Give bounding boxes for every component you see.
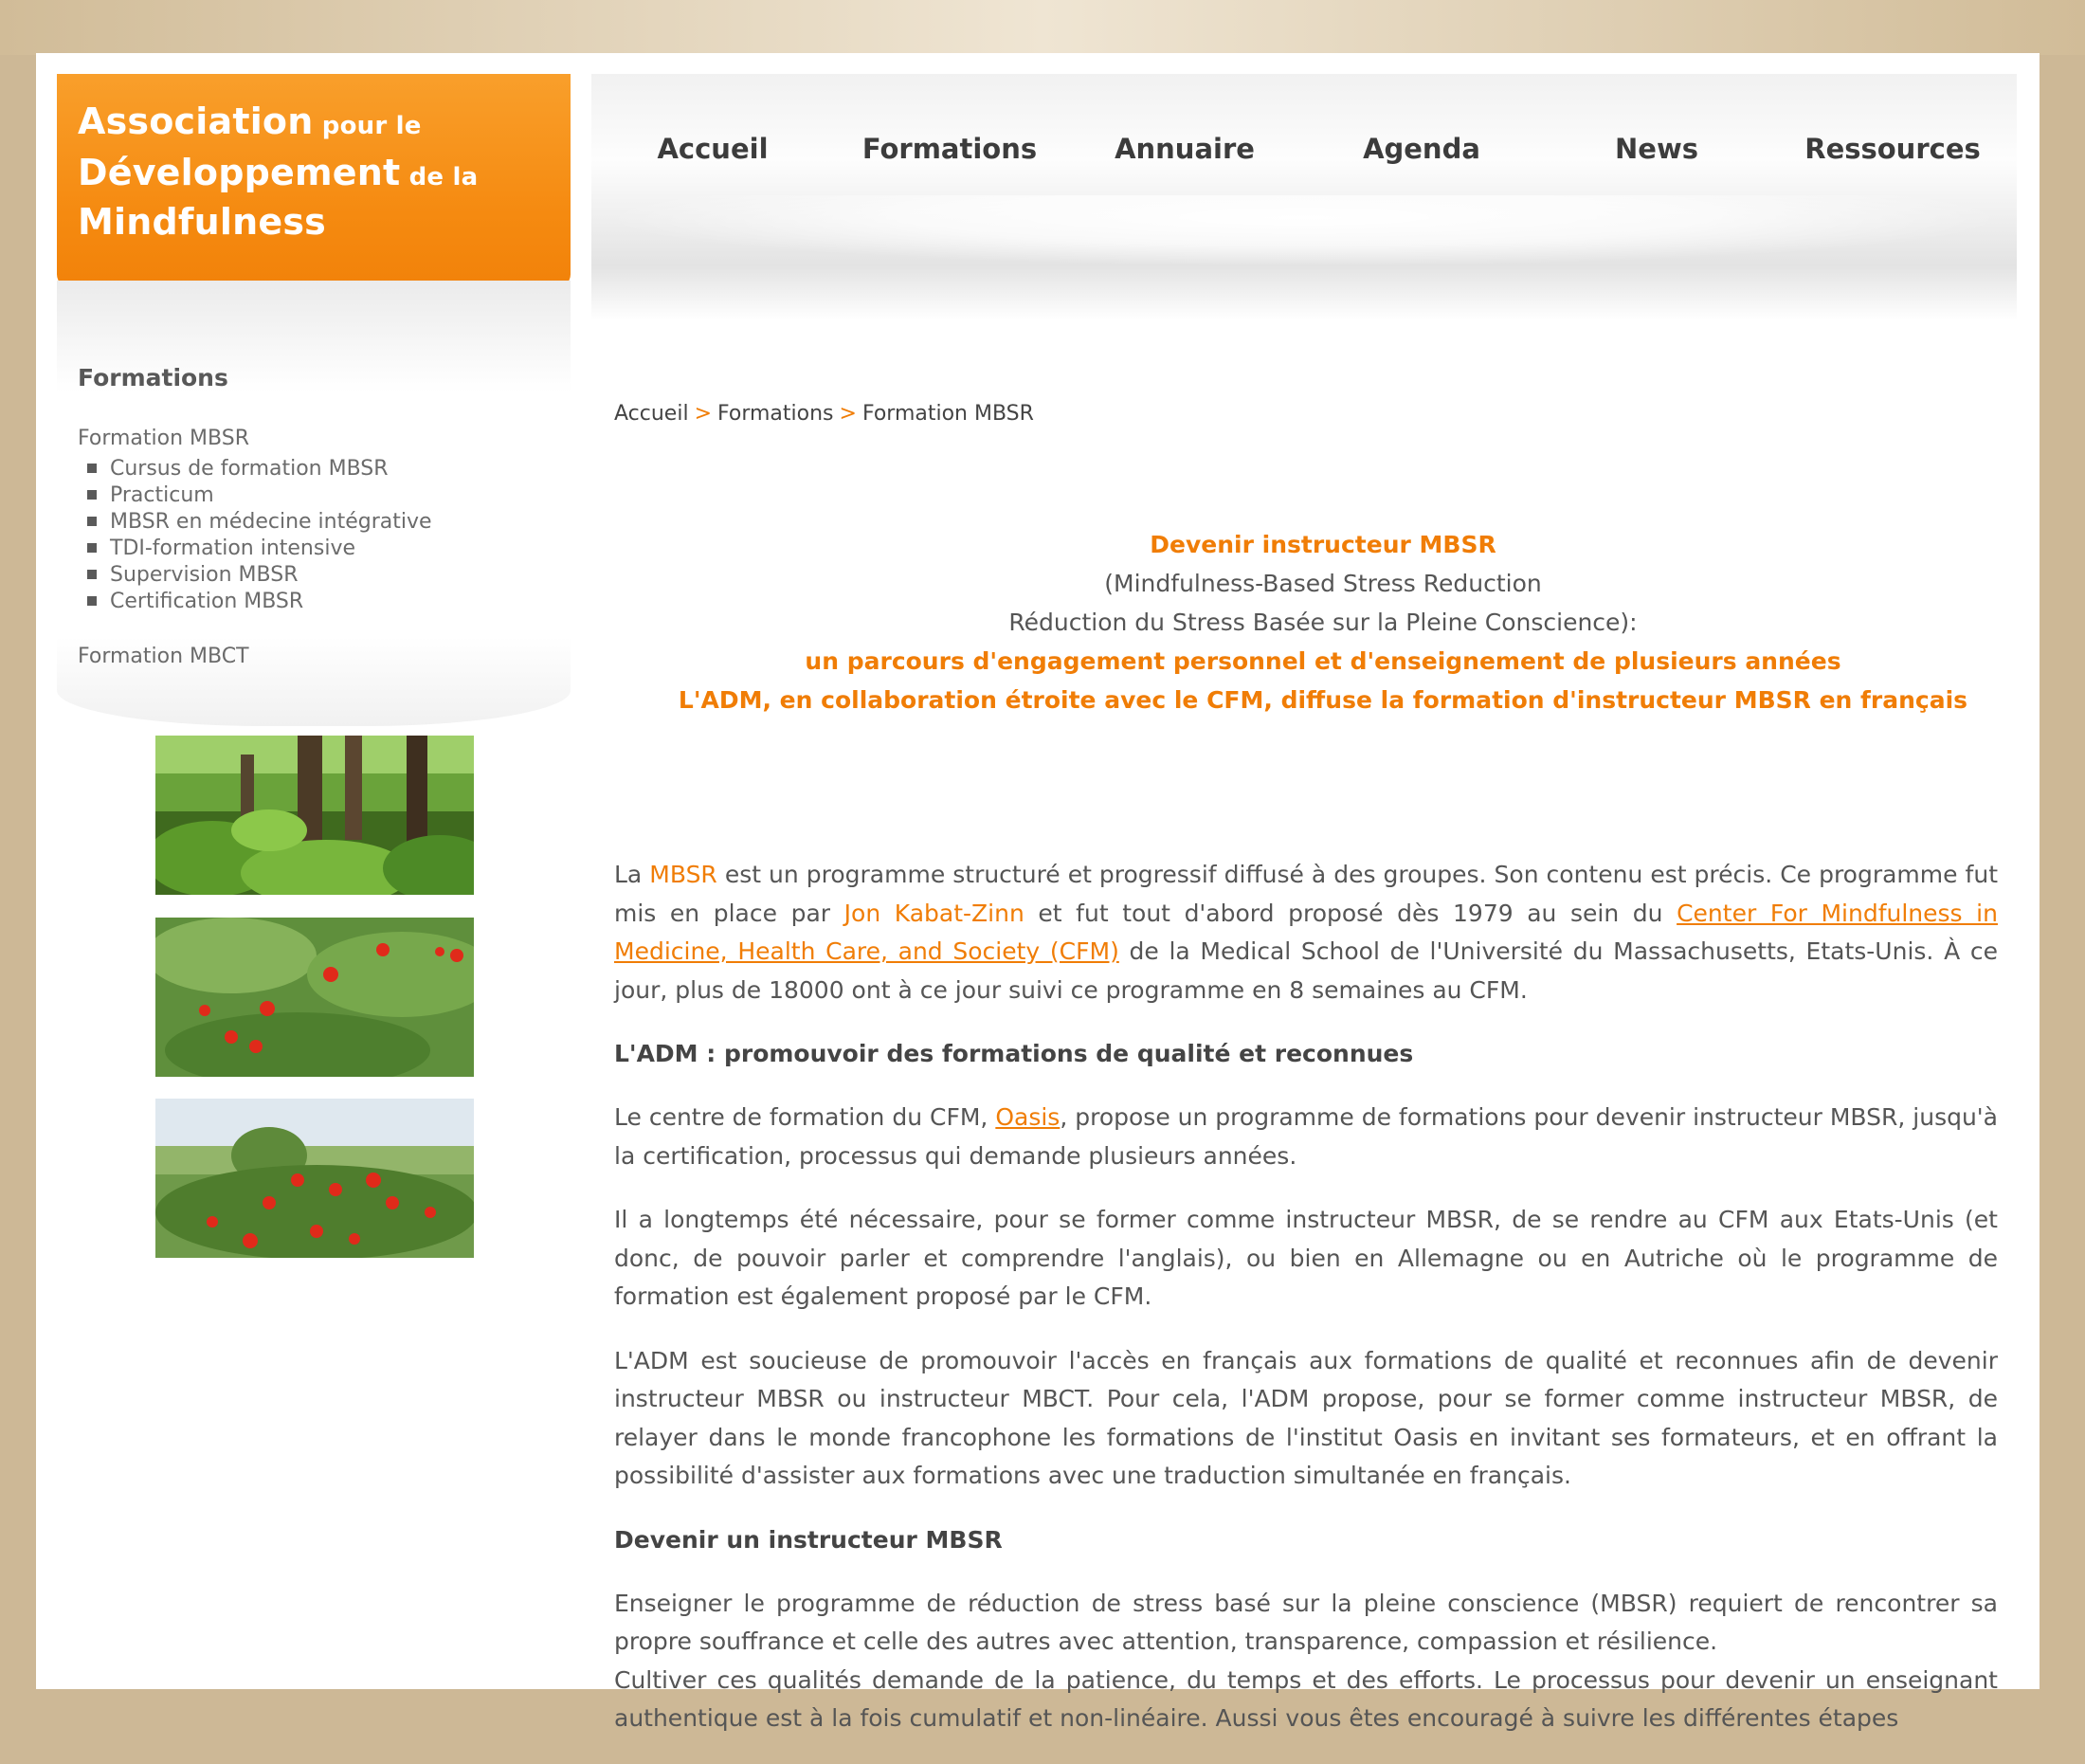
breadcrumb-current: Formation MBSR [861, 402, 1034, 426]
nav-formations[interactable]: Formations [861, 133, 1038, 165]
breadcrumb-home[interactable]: Accueil [614, 402, 689, 426]
square-bullet-icon [87, 517, 97, 526]
text: est un programme structuré et progressif diffusé à des groupes. Son contenu est précis. Ce programme fut mis en place par [614, 861, 1998, 927]
intro-line-3: Réduction du Stress Basée sur la Pleine Conscience): [1008, 609, 1638, 636]
sidebar-menu [87, 455, 432, 614]
nav-agenda[interactable]: Agenda [1363, 133, 1480, 165]
text: La [614, 861, 650, 888]
sidebar-item-label[interactable]: Certification MBSR [110, 589, 304, 613]
intro-line-4: un parcours d'engagement personnel et d'enseignement de plusieurs années [805, 647, 1841, 675]
logo-line-3: Mindfulness [78, 201, 326, 243]
sidebar-section-mbct[interactable]: Formation MBCT [78, 645, 249, 668]
text: de la Medical School de l'Université du Massachusetts, Etats-Unis. À ce jour, plus de 18000 ont à ce jour suivi ce programme en 8 semaines au CFM. [614, 937, 1998, 1004]
text: , propose un programme de formations pour devenir instructeur MBSR, jusqu'à la certification, processus qui demande plusieurs années. [614, 1103, 1998, 1170]
main-content [614, 856, 1998, 1764]
poppy-meadow-photo [155, 1099, 474, 1258]
logo-line-1: Association pour le [78, 100, 422, 142]
square-bullet-icon [87, 464, 97, 473]
heading-devenir: Devenir un instructeur MBSR [614, 1525, 1003, 1554]
top-border [0, 0, 2085, 55]
paragraph-teaching: Enseigner le programme de réduction de stress basé sur la pleine conscience (MBSR) requiert de rencontrer sa propre souffrance et celle des autres avec attention, transparence, compassion et résilience. [614, 1589, 1998, 1655]
intro-line-2: (Mindfulness-Based Stress Reduction [1104, 570, 1542, 597]
page-container [36, 53, 2040, 1732]
sidebar-item[interactable] [87, 455, 432, 482]
intro-line-5: L'ADM, en collaboration étroite avec le CFM, diffuse la formation d'instructeur MBSR en français [678, 686, 1968, 714]
sidebar-item[interactable] [87, 561, 432, 588]
sidebar-item[interactable] [87, 535, 432, 561]
link-oasis[interactable]: Oasis [995, 1103, 1061, 1131]
sidebar-item-label[interactable]: TDI-formation intensive [110, 536, 356, 560]
square-bullet-icon [87, 543, 97, 553]
forest-photo [155, 736, 474, 895]
page-title: Devenir instructeur MBSR [1150, 531, 1496, 558]
sidebar-item[interactable] [87, 588, 432, 614]
sidebar-section-mbsr[interactable]: Formation MBSR [78, 427, 249, 450]
poppy-field-photo [155, 918, 474, 1077]
paragraph-mbsr-intro [614, 856, 1998, 1009]
heading-adm: L'ADM : promouvoir des formations de qualité et reconnues [614, 1040, 1414, 1067]
link-mbsr[interactable]: MBSR [649, 861, 717, 888]
nav-wave-decoration [591, 195, 2017, 309]
paragraph-adm-access: L'ADM est soucieuse de promouvoir l'accès en français aux formations de qualité et reconnues afin de devenir instructeur MBSR ou instructeur MBCT. Pour cela, l'ADM propose, pour se former comme instructeur MBSR, de relayer dans le monde francophone les formations de l'institut Oasis en invitant ses formateurs, et en offrant la possibilité d'assister aux formations avec une traduction simultanée en français. [614, 1346, 1998, 1489]
text: et fut tout d'abord proposé dès 1979 au sein du [1024, 899, 1677, 927]
sidebar-title: Formations [78, 364, 228, 391]
breadcrumb-separator: > [839, 402, 857, 426]
nav-ressources[interactable]: Ressources [1804, 133, 1981, 165]
sidebar-item-label[interactable]: Supervision MBSR [110, 562, 299, 587]
intro-block [614, 525, 2032, 719]
paragraph-cultivate: Cultiver ces qualités demande de la patience, du temps et des efforts. Le processus pour devenir un enseignant authentique est à la fois cumulatif et non-linéaire. Aussi vous êtes encouragé à suivre les différentes étapes [614, 1665, 1998, 1732]
square-bullet-icon [87, 490, 97, 500]
breadcrumb [614, 402, 1034, 426]
square-bullet-icon [87, 596, 97, 606]
sidebar-item[interactable] [87, 482, 432, 508]
breadcrumb-formations[interactable]: Formations [717, 402, 834, 426]
sidebar-item-label[interactable]: MBSR en médecine intégrative [110, 509, 432, 534]
text: Le centre de formation du CFM, [614, 1103, 996, 1131]
nav-annuaire[interactable]: Annuaire [1115, 133, 1255, 165]
sidebar-item[interactable] [87, 508, 432, 535]
nav-accueil[interactable]: Accueil [657, 133, 769, 165]
sidebar-item-label[interactable]: Practicum [110, 482, 214, 507]
paragraph-history: Il a longtemps été nécessaire, pour se former comme instructeur MBSR, de se rendre au CFM aux Etats-Unis (et donc, de pouvoir parler et comprendre l'anglais), ou bien en Allemagne ou en Autriche où le programme de formation est également proposé par le CFM. [614, 1206, 1998, 1310]
paragraph-oasis [614, 1099, 1998, 1175]
link-jon-kabat-zinn[interactable]: Jon Kabat-Zinn [843, 899, 1024, 927]
sidebar-item-label[interactable]: Cursus de formation MBSR [110, 456, 389, 481]
square-bullet-icon [87, 570, 97, 579]
link-cfm[interactable]: Center For Mindfulness in Medicine, Health Care, and Society (CFM) [614, 899, 1998, 965]
breadcrumb-separator: > [694, 402, 712, 426]
logo-line-2: Développement de la [78, 152, 479, 193]
nav-news[interactable]: News [1615, 133, 1698, 165]
